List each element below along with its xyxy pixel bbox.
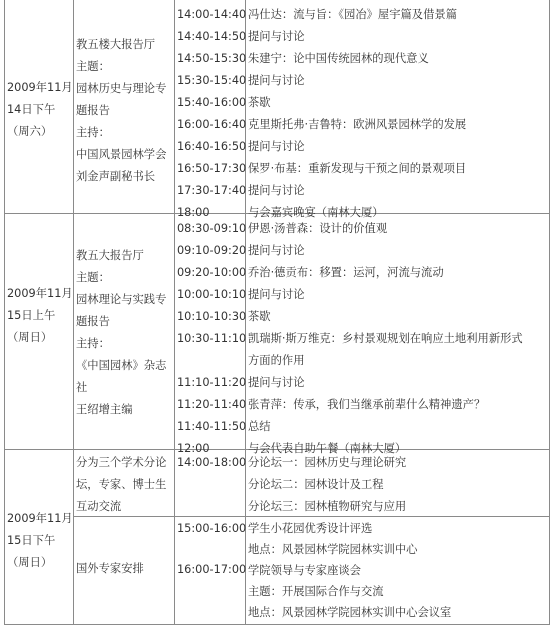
time-cell: 12:00 xyxy=(177,442,210,455)
venue-cell: 题报告 xyxy=(76,315,110,328)
program-item: 茶歇 xyxy=(248,96,271,109)
program-item: 总结 xyxy=(248,420,271,433)
time-cell: 10:30-11:10 xyxy=(177,332,247,345)
time-cell: 14:50-15:30 xyxy=(177,52,247,65)
date-cell: （周日） xyxy=(7,556,53,569)
date-cell: 2009年11月 xyxy=(7,81,73,94)
program-item: 学生小花园优秀设计评选 xyxy=(248,522,373,535)
program-item: 方面的作用 xyxy=(248,354,305,367)
program-item: 地点：风景园林学院园林实训中心 xyxy=(248,543,418,556)
time-cell: 08:30-09:10 xyxy=(177,222,247,235)
program-item: 学院领导与专家座谈会 xyxy=(248,564,361,577)
time-cell: 16:00-16:40 xyxy=(177,118,247,131)
program-item: 克里斯托弗·吉鲁特：欧洲风景园林学的发展 xyxy=(248,118,467,131)
venue-cell: 王绍增主编 xyxy=(76,403,133,416)
date-cell: 15日下午 xyxy=(7,534,56,547)
venue-cell: 刘金声副秘书长 xyxy=(76,170,156,183)
venue-cell: 教五楼大报告厅 xyxy=(76,38,156,51)
program-item: 地点：风景园林学院园林实训中心会议室 xyxy=(248,606,452,619)
program-item: 提问与讨论 xyxy=(248,244,305,257)
venue-cell: 《中国园林》杂志 xyxy=(76,359,167,372)
program-item: 保罗·布基：重新发现与干预之间的景观项目 xyxy=(248,162,467,175)
program-item: 提问与讨论 xyxy=(248,30,305,43)
program-item: 冯仕达：流与旨：《园冶》屋宇篇及借景篇 xyxy=(248,8,457,21)
program-item: 提问与讨论 xyxy=(248,140,305,153)
time-cell: 14:40-14:50 xyxy=(177,30,247,43)
venue-cell: 题报告 xyxy=(76,104,110,117)
venue-cell: 主持： xyxy=(76,337,110,350)
time-cell: 18:00 xyxy=(177,206,210,219)
program-item: 张青萍：传承，我们当继承前辈什么精神遗产？ xyxy=(248,398,486,411)
time-cell: 15:40-16:00 xyxy=(177,96,247,109)
time-cell: 15:00-16:00 xyxy=(177,522,247,535)
time-cell: 09:10-09:20 xyxy=(177,244,247,257)
time-cell: 11:10-11:20 xyxy=(177,376,247,389)
program-item: 提问与讨论 xyxy=(248,74,305,87)
time-cell: 11:20-11:40 xyxy=(177,398,247,411)
program-item: 朱建宁：论中国传统园林的现代意义 xyxy=(248,52,429,65)
program-item: 分论坛二：园林设计及工程 xyxy=(248,478,384,491)
program-item: 乔治·德贡布：移置：运河，河流与流动 xyxy=(248,266,444,279)
date-cell: 2009年11月 xyxy=(7,512,73,525)
venue-cell: 国外专家安排 xyxy=(76,562,144,575)
venue-cell: 主题： xyxy=(76,271,110,284)
time-cell: 15:30-15:40 xyxy=(177,74,247,87)
program-item: 伊恩·汤普森：设计的价值观 xyxy=(248,222,388,235)
date-cell: （周日） xyxy=(7,331,53,344)
venue-cell: 社 xyxy=(76,381,88,394)
time-cell: 14:00-14:40 xyxy=(177,8,247,21)
column-border-left xyxy=(4,0,5,625)
time-cell: 09:20-10:00 xyxy=(177,266,247,279)
venue-cell: 中国风景园林学会 xyxy=(76,148,167,161)
date-cell: （周六） xyxy=(7,125,53,138)
column-border-venue xyxy=(73,0,74,625)
program-item: 分论坛三：园林植物研究与应用 xyxy=(248,500,407,513)
venue-cell: 园林历史与理论专 xyxy=(76,82,167,95)
time-cell: 16:50-17:30 xyxy=(177,162,247,175)
venue-cell: 主持： xyxy=(76,126,110,139)
venue-cell: 主题： xyxy=(76,60,110,73)
time-cell: 11:40-11:50 xyxy=(177,420,247,433)
date-cell: 14日下午 xyxy=(7,103,56,116)
program-item: 与会代表自助午餐（南林大厦） xyxy=(248,442,407,455)
table-bottom-border xyxy=(4,624,549,625)
program-item: 分论坛一：园林历史与理论研究 xyxy=(248,456,407,469)
time-cell: 10:10-10:30 xyxy=(177,310,247,323)
time-cell: 16:40-16:50 xyxy=(177,140,247,153)
program-item: 主题：开展国际合作与交流 xyxy=(248,585,384,598)
time-cell: 14:00-18:00 xyxy=(177,456,247,469)
venue-cell: 教五大报告厅 xyxy=(76,249,144,262)
column-border-right xyxy=(549,0,550,625)
venue-cell: 坛，专家、博士生 xyxy=(76,478,167,491)
time-cell: 16:00-17:00 xyxy=(177,563,247,576)
program-item: 茶歇 xyxy=(248,310,271,323)
time-cell: 10:00-10:10 xyxy=(177,288,247,301)
column-border-time xyxy=(174,0,175,625)
program-item: 提问与讨论 xyxy=(248,376,305,389)
date-cell: 2009年11月 xyxy=(7,287,73,300)
program-item: 提问与讨论 xyxy=(248,184,305,197)
venue-cell: 分为三个学术分论 xyxy=(76,456,167,469)
venue-cell: 互动交流 xyxy=(76,500,122,513)
time-cell: 17:30-17:40 xyxy=(177,184,247,197)
date-cell: 15日上午 xyxy=(7,309,56,322)
venue-cell: 园林理论与实践专 xyxy=(76,293,167,306)
program-item: 与会嘉宾晚宴（南林大厦） xyxy=(248,206,384,219)
program-item: 凯瑞斯·斯万维克：乡村景观规划在响应土地利用新形式 xyxy=(248,332,523,345)
program-item: 提问与讨论 xyxy=(248,288,305,301)
